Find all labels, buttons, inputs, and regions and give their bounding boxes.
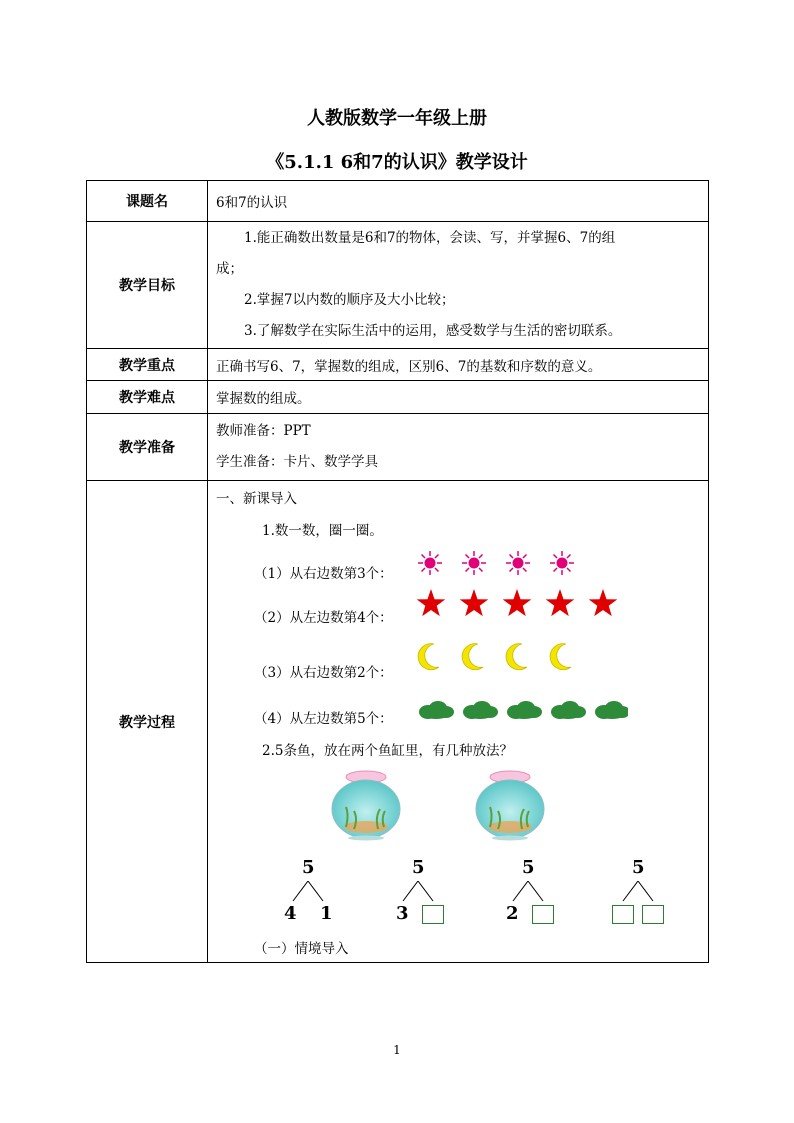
tree-branches — [278, 881, 338, 903]
row-process — [87, 481, 709, 963]
fishbowl-icon — [326, 769, 406, 841]
value-topic: 6和7的认识 — [208, 181, 709, 222]
tree-branches — [608, 881, 668, 903]
task2-text: 2.5条鱼，放在两个鱼缸里，有几种放法？ — [262, 743, 513, 759]
tree-left: 3 — [396, 903, 409, 924]
label-topic: 课题名 — [87, 181, 208, 222]
answer-box[interactable] — [612, 905, 634, 924]
goal-line: 3.了解数学在实际生活中的运用，感受数学与生活的密切联系。 — [244, 323, 622, 339]
lesson-plan-table — [86, 180, 709, 963]
tree-branches — [388, 881, 448, 903]
page-subtitle: 《5.1.1 6和7的认识》教学设计 — [266, 152, 528, 173]
tree-branches — [498, 881, 558, 903]
sun-icon — [462, 551, 486, 575]
tree-top: 5 — [632, 857, 645, 878]
star-icon — [589, 589, 618, 616]
tree-left: 2 — [506, 903, 519, 924]
tree-top: 5 — [302, 857, 315, 878]
moon-icon — [418, 644, 439, 670]
number-tree — [608, 857, 668, 927]
cloud-icon — [419, 701, 454, 719]
label-goals: 教学目标 — [87, 222, 208, 349]
moon-icon — [550, 644, 571, 670]
goal-line: 2.掌握7以内数的顺序及大小比较； — [244, 292, 455, 308]
label-difficulty: 教学难点 — [87, 381, 208, 414]
prep-teacher: 教师准备：PPT — [216, 423, 311, 439]
value-prep — [208, 414, 709, 481]
tree-top: 5 — [522, 857, 535, 878]
moon-row — [416, 641, 576, 673]
answer-box[interactable] — [642, 905, 664, 924]
value-goals — [208, 222, 709, 349]
value-key: 正确书写6、7，掌握数的组成，区别6、7的基数和序数的意义。 — [208, 349, 709, 381]
question-3: （3）从右边数第2个： — [254, 665, 393, 681]
label-prep: 教学准备 — [87, 414, 208, 481]
goal-line: 成； — [216, 261, 243, 277]
number-tree — [388, 857, 448, 927]
sun-row — [418, 547, 578, 579]
row-prep — [87, 414, 709, 481]
cloud-icon — [463, 701, 498, 719]
number-tree — [278, 857, 338, 927]
tree-top: 5 — [412, 857, 425, 878]
cloud-icon — [595, 701, 628, 719]
star-row — [416, 587, 626, 621]
goal-line: 1.能正确数出数量是6和7的物体，会读、写，并掌握6、7的组 — [244, 230, 616, 246]
label-key: 教学重点 — [87, 349, 208, 381]
moon-icon — [462, 644, 483, 670]
row-key — [87, 349, 709, 381]
fishbowl-icon — [470, 769, 550, 841]
number-tree — [498, 857, 558, 927]
cloud-row — [418, 697, 628, 723]
sun-icon — [506, 551, 530, 575]
question-4: （4）从左边数第5个： — [254, 711, 393, 727]
cloud-icon — [507, 701, 542, 719]
value-difficulty: 掌握数的组成。 — [208, 381, 709, 414]
section-heading: 一、新课导入 — [216, 491, 297, 507]
star-icon — [546, 589, 575, 616]
page-number: 1 — [393, 1043, 401, 1057]
row-difficulty — [87, 381, 709, 414]
tree-right: 1 — [320, 903, 333, 924]
subsection-heading: （一）情境导入 — [254, 941, 349, 957]
star-icon — [460, 589, 489, 616]
prep-student: 学生准备：卡片、数学学具 — [216, 454, 378, 470]
question-1: （1）从右边数第3个： — [254, 566, 393, 582]
label-process: 教学过程 — [87, 481, 208, 963]
task1-text: 1.数一数，圈一圈。 — [262, 523, 383, 539]
row-goals — [87, 222, 709, 349]
answer-box[interactable] — [532, 905, 554, 924]
page-title: 人教版数学一年级上册 — [307, 108, 487, 129]
cloud-icon — [551, 701, 586, 719]
sun-icon — [418, 551, 442, 575]
question-2: （2）从左边数第4个： — [254, 610, 393, 626]
answer-box[interactable] — [422, 905, 444, 924]
star-icon — [503, 589, 532, 616]
row-topic — [87, 181, 709, 222]
value-process — [208, 481, 709, 963]
moon-icon — [506, 644, 527, 670]
sun-icon — [550, 551, 574, 575]
tree-left: 4 — [284, 903, 297, 924]
star-icon — [417, 589, 446, 616]
